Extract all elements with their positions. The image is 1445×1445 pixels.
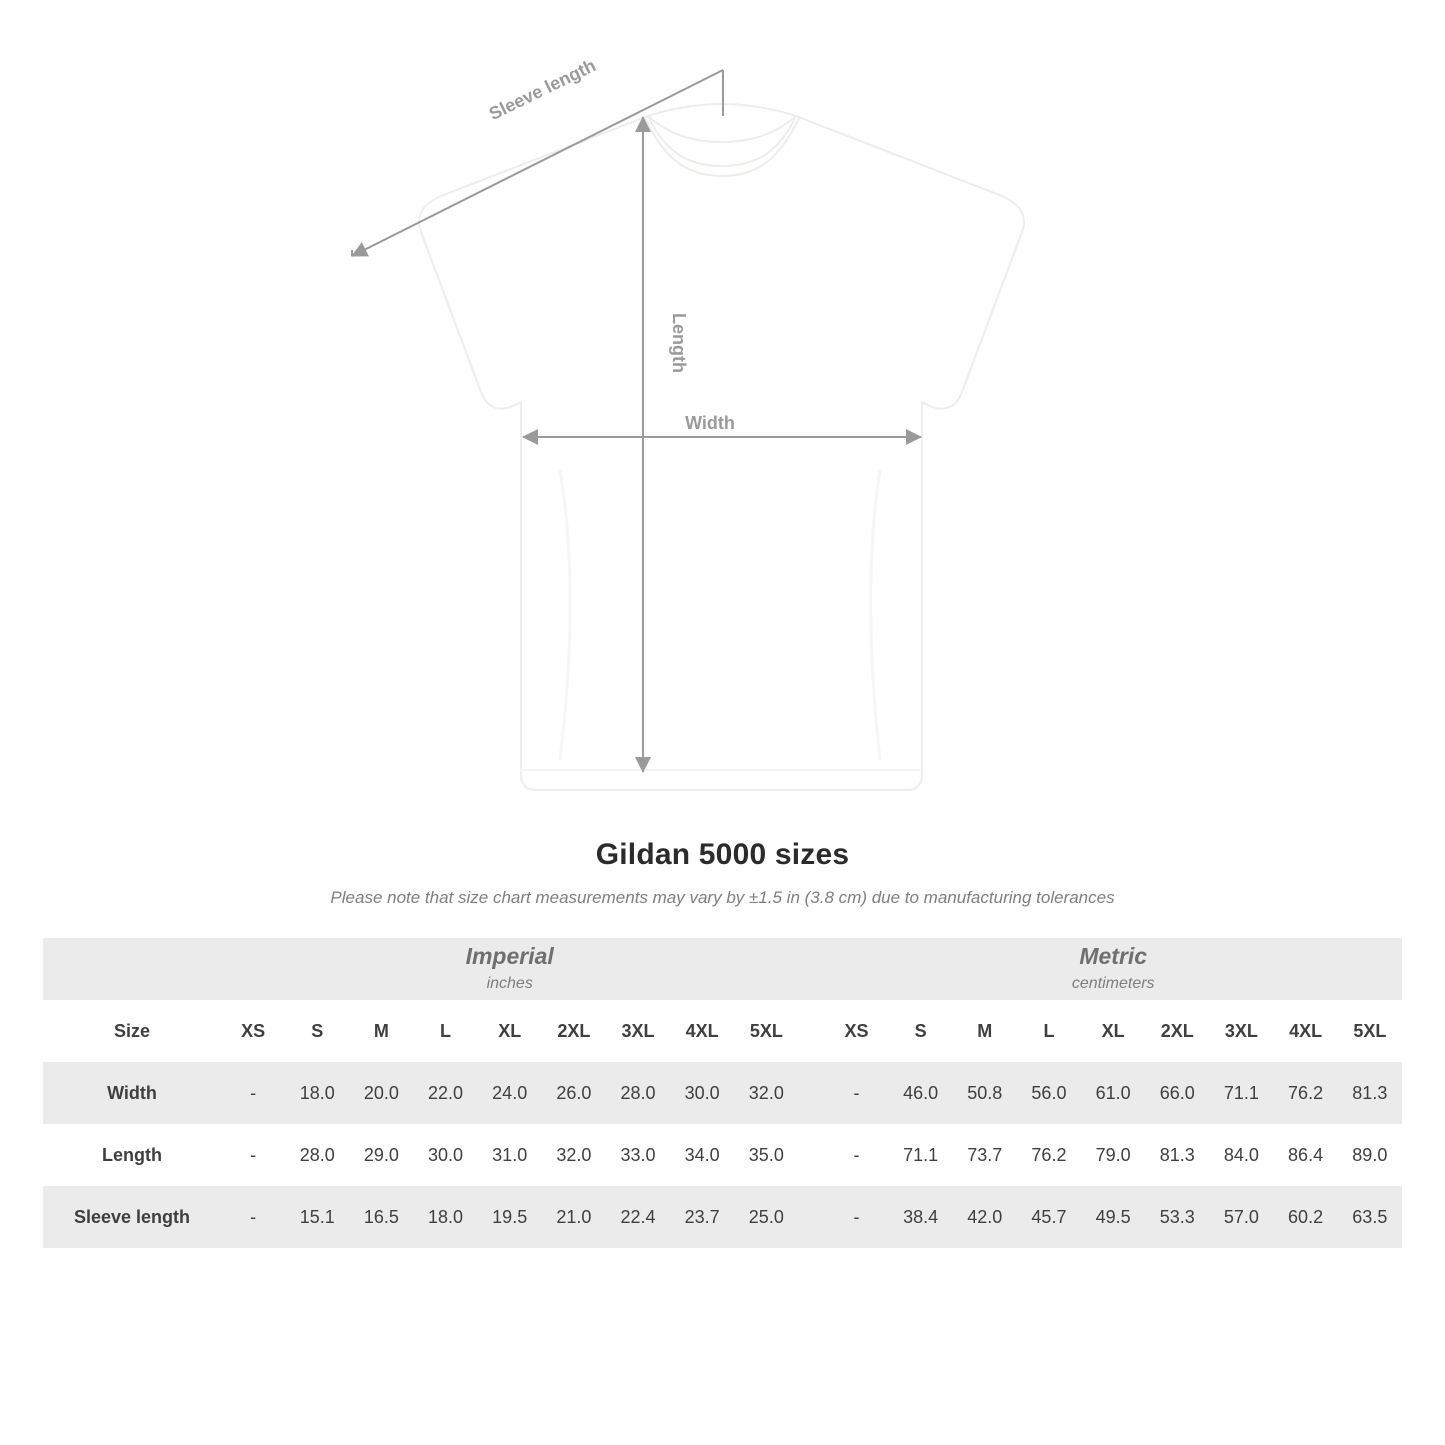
table-gap	[798, 1124, 824, 1186]
width-imperial-xl: 24.0	[478, 1062, 542, 1124]
width-imperial-5xl: 32.0	[734, 1062, 798, 1124]
size-imperial-l: L	[413, 1000, 477, 1062]
length-imperial-xs: -	[221, 1124, 285, 1186]
width-metric-5xl: 81.3	[1338, 1062, 1402, 1124]
width-imperial-m: 20.0	[349, 1062, 413, 1124]
unit-header-row	[43, 938, 1402, 1000]
unit-group-imperial-name: Imperial	[465, 942, 554, 969]
sleeve-imperial-2xl: 21.0	[542, 1186, 606, 1248]
size-imperial-m: M	[349, 1000, 413, 1062]
chart-note: Please note that size chart measurements may vary by ±1.5 in (3.8 cm) due to manufacturing tolerances	[330, 888, 1115, 907]
length-imperial-s: 28.0	[285, 1124, 349, 1186]
size-imperial-4xl: 4XL	[670, 1000, 734, 1062]
title-block	[0, 838, 1445, 908]
length-metric-3xl: 84.0	[1209, 1124, 1273, 1186]
sleeve-metric-s: 38.4	[889, 1186, 953, 1248]
length-metric-5xl: 89.0	[1338, 1124, 1402, 1186]
width-imperial-2xl: 26.0	[542, 1062, 606, 1124]
length-metric-xl: 79.0	[1081, 1124, 1145, 1186]
size-imperial-xs: XS	[221, 1000, 285, 1062]
size-metric-xs: XS	[824, 1000, 888, 1062]
sleeve-length-label: Sleeve length	[485, 55, 599, 125]
size-metric-l: L	[1017, 1000, 1081, 1062]
sleeve-imperial-xl: 19.5	[478, 1186, 542, 1248]
sleeve-imperial-m: 16.5	[349, 1186, 413, 1248]
table-row	[43, 1062, 1402, 1124]
width-imperial-3xl: 28.0	[606, 1062, 670, 1124]
unit-group-metric-name: Metric	[1079, 942, 1148, 969]
size-imperial-3xl: 3XL	[606, 1000, 670, 1062]
table-row	[43, 1124, 1402, 1186]
sleeve-metric-l: 45.7	[1017, 1186, 1081, 1248]
length-metric-s: 71.1	[889, 1124, 953, 1186]
unit-group-metric-sub: centimeters	[1071, 974, 1155, 992]
length-imperial-m: 29.0	[349, 1124, 413, 1186]
size-metric-m: M	[953, 1000, 1017, 1062]
width-metric-2xl: 66.0	[1145, 1062, 1209, 1124]
row-label-width: Width	[43, 1062, 221, 1124]
length-imperial-l: 30.0	[413, 1124, 477, 1186]
table-gap	[798, 1062, 824, 1124]
size-metric-s: S	[889, 1000, 953, 1062]
tshirt-shape	[419, 104, 1024, 790]
size-imperial-2xl: 2XL	[542, 1000, 606, 1062]
size-table-wrap	[43, 938, 1402, 1248]
size-header-row	[43, 1000, 1402, 1062]
unit-group-imperial	[221, 938, 798, 1000]
length-label: Length	[669, 313, 689, 373]
width-metric-xl: 61.0	[1081, 1062, 1145, 1124]
sleeve-imperial-5xl: 25.0	[734, 1186, 798, 1248]
length-imperial-4xl: 34.0	[670, 1124, 734, 1186]
sleeve-metric-5xl: 63.5	[1338, 1186, 1402, 1248]
length-metric-m: 73.7	[953, 1124, 1017, 1186]
width-metric-l: 56.0	[1017, 1062, 1081, 1124]
size-table	[43, 938, 1402, 1248]
width-metric-m: 50.8	[953, 1062, 1017, 1124]
chart-title: Gildan 5000 sizes	[595, 838, 850, 871]
width-metric-xs: -	[824, 1062, 888, 1124]
unit-group-imperial-sub: inches	[486, 974, 533, 992]
size-metric-4xl: 4XL	[1274, 1000, 1338, 1062]
table-gap	[798, 1186, 824, 1248]
size-metric-2xl: 2XL	[1145, 1000, 1209, 1062]
width-imperial-s: 18.0	[285, 1062, 349, 1124]
sleeve-metric-4xl: 60.2	[1274, 1186, 1338, 1248]
width-imperial-4xl: 30.0	[670, 1062, 734, 1124]
length-imperial-xl: 31.0	[478, 1124, 542, 1186]
size-imperial-xl: XL	[478, 1000, 542, 1062]
row-label-sleeve-length: Sleeve length	[43, 1186, 221, 1248]
size-header-label: Size	[43, 1000, 221, 1062]
width-metric-s: 46.0	[889, 1062, 953, 1124]
length-imperial-2xl: 32.0	[542, 1124, 606, 1186]
width-metric-3xl: 71.1	[1209, 1062, 1273, 1124]
size-metric-5xl: 5XL	[1338, 1000, 1402, 1062]
size-metric-3xl: 3XL	[1209, 1000, 1273, 1062]
width-label: Width	[685, 413, 735, 433]
sleeve-imperial-4xl: 23.7	[670, 1186, 734, 1248]
sleeve-metric-3xl: 57.0	[1209, 1186, 1273, 1248]
width-imperial-l: 22.0	[413, 1062, 477, 1124]
size-imperial-s: S	[285, 1000, 349, 1062]
sleeve-metric-xs: -	[824, 1186, 888, 1248]
length-imperial-3xl: 33.0	[606, 1124, 670, 1186]
row-label-length: Length	[43, 1124, 221, 1186]
sleeve-imperial-xs: -	[221, 1186, 285, 1248]
sleeve-metric-2xl: 53.3	[1145, 1186, 1209, 1248]
width-imperial-xs: -	[221, 1062, 285, 1124]
length-metric-l: 76.2	[1017, 1124, 1081, 1186]
table-row	[43, 1186, 1402, 1248]
size-imperial-5xl: 5XL	[734, 1000, 798, 1062]
sleeve-metric-xl: 49.5	[1081, 1186, 1145, 1248]
width-metric-4xl: 76.2	[1274, 1062, 1338, 1124]
sleeve-imperial-s: 15.1	[285, 1186, 349, 1248]
sleeve-imperial-l: 18.0	[413, 1186, 477, 1248]
unit-group-metric	[824, 938, 1402, 1000]
table-gap	[798, 1000, 824, 1062]
length-metric-4xl: 86.4	[1274, 1124, 1338, 1186]
length-metric-xs: -	[824, 1124, 888, 1186]
sleeve-imperial-3xl: 22.4	[606, 1186, 670, 1248]
length-imperial-5xl: 35.0	[734, 1124, 798, 1186]
length-metric-2xl: 81.3	[1145, 1124, 1209, 1186]
sleeve-metric-m: 42.0	[953, 1186, 1017, 1248]
size-metric-xl: XL	[1081, 1000, 1145, 1062]
